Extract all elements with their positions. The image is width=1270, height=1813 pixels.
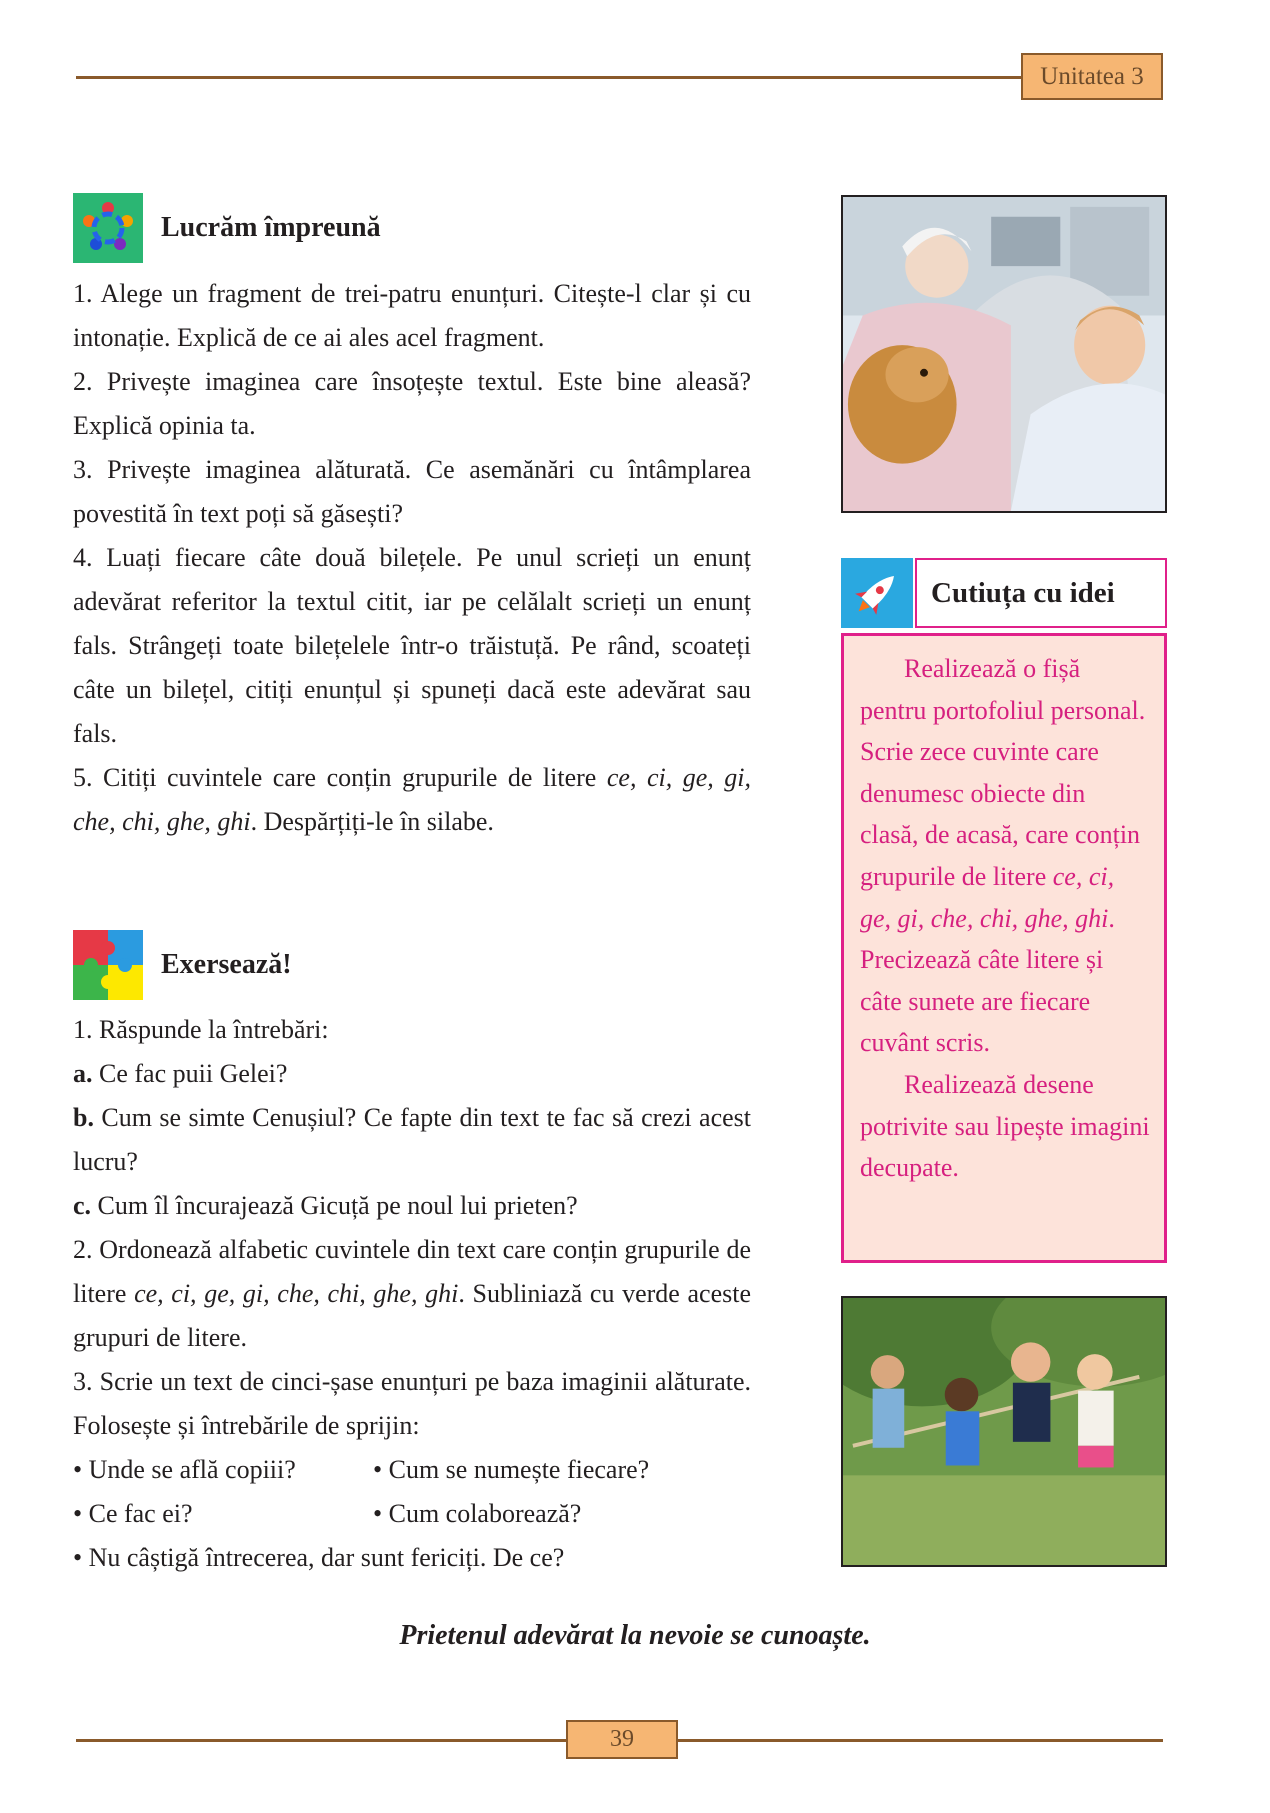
list-item: 2. Ordonează alfabetic cuvintele din text care conțin grupurile de litere ce, ci, ge, gi, che, chi, ghe, ghi. Subliniază cu verde aceste grupuri de litere. xyxy=(73,1235,751,1352)
hospital-therapy-dog-photo xyxy=(841,195,1167,513)
rocket-icon xyxy=(841,558,913,628)
list-item: 4. Luați fiecare câte două bilețele. Pe unul scrieți un enunț adevărat referitor la textul citit, iar pe celălalt scrieți un enunț fals. Strângeți toate bilețelele într-o trăistuță. Pe rând, scoateți câte un bilețel, citiți enunțul și spuneți dacă este adevărat sau fals. xyxy=(73,543,751,748)
list-item: 5. Citiți cuvintele care conțin grupurile de litere ce, ci, ge, gi, che, chi, ghe, ghi. Despărțiți-le în silabe. xyxy=(73,763,751,836)
unit-label: Unitatea 3 xyxy=(1021,53,1163,100)
bullet-row: • Ce fac ei? • Cum colaborează? xyxy=(73,1499,582,1528)
section-title: Lucrăm împreună xyxy=(161,212,381,243)
list-item: a. Ce fac puii Gelei? xyxy=(73,1059,288,1088)
page-number: 39 xyxy=(566,1720,678,1759)
section-title: Exersează! xyxy=(161,949,292,980)
list-item: b. Cum se simte Cenușiul? Ce fapte din text te fac să crezi acest lucru? xyxy=(73,1103,751,1176)
teamwork-icon xyxy=(73,193,143,263)
puzzle-icon xyxy=(73,930,143,1000)
list-item: 1. Răspunde la întrebări: xyxy=(73,1015,329,1044)
footer-rule-right xyxy=(678,1739,1163,1742)
idea-paragraph: Realizează o fișă pentru portofoliul personal. Scrie zece cuvinte care denumesc obiecte din clasă, de acasă, care conțin grupurile de litere ce, ci, ge, gi, che, chi, ghe, ghi. Precizează câte litere și câte sunete are fiecare cuvânt scris. xyxy=(860,654,1146,1058)
proverb: Prietenul adevărat la nevoie se cunoaște. xyxy=(399,1620,871,1651)
list-item: 2. Privește imaginea care însoțește textul. Este bine aleasă? Explică opinia ta. xyxy=(73,367,751,440)
bullet-row: • Nu câștigă întrecerea, dar sunt fericiți. De ce? xyxy=(73,1543,565,1572)
section1-text xyxy=(73,272,751,844)
section-heading-exercise xyxy=(73,930,292,1000)
footer-rule-left xyxy=(76,1739,566,1742)
idea-box-title: Cutiuța cu idei xyxy=(915,558,1167,628)
header-rule xyxy=(76,76,1021,79)
list-item: 3. Scrie un text de cinci-șase enunțuri pe baza imaginii alăturate. Folosește și întrebările de sprijin: xyxy=(73,1367,751,1440)
bullet-row: • Unde se află copiii? • Cum se numește fiecare? xyxy=(73,1455,650,1484)
section-heading-teamwork xyxy=(73,193,381,263)
idea-paragraph: Realizează desene potrivite sau lipește imagini decupate. xyxy=(860,1069,1150,1183)
idea-box-header xyxy=(841,558,1167,628)
children-tug-of-war-photo xyxy=(841,1296,1167,1567)
list-item: 1. Alege un fragment de trei-patru enunțuri. Citește-l clar și cu intonație. Explică de ce ai ales acel fragment. xyxy=(73,279,751,352)
section2-text xyxy=(73,1008,751,1580)
list-item: c. Cum îl încurajează Gicuță pe noul lui prieten? xyxy=(73,1191,578,1220)
list-item: 3. Privește imaginea alăturată. Ce asemănări cu întâmplarea povestită în text poți să găsești? xyxy=(73,455,751,528)
idea-box xyxy=(841,633,1167,1263)
